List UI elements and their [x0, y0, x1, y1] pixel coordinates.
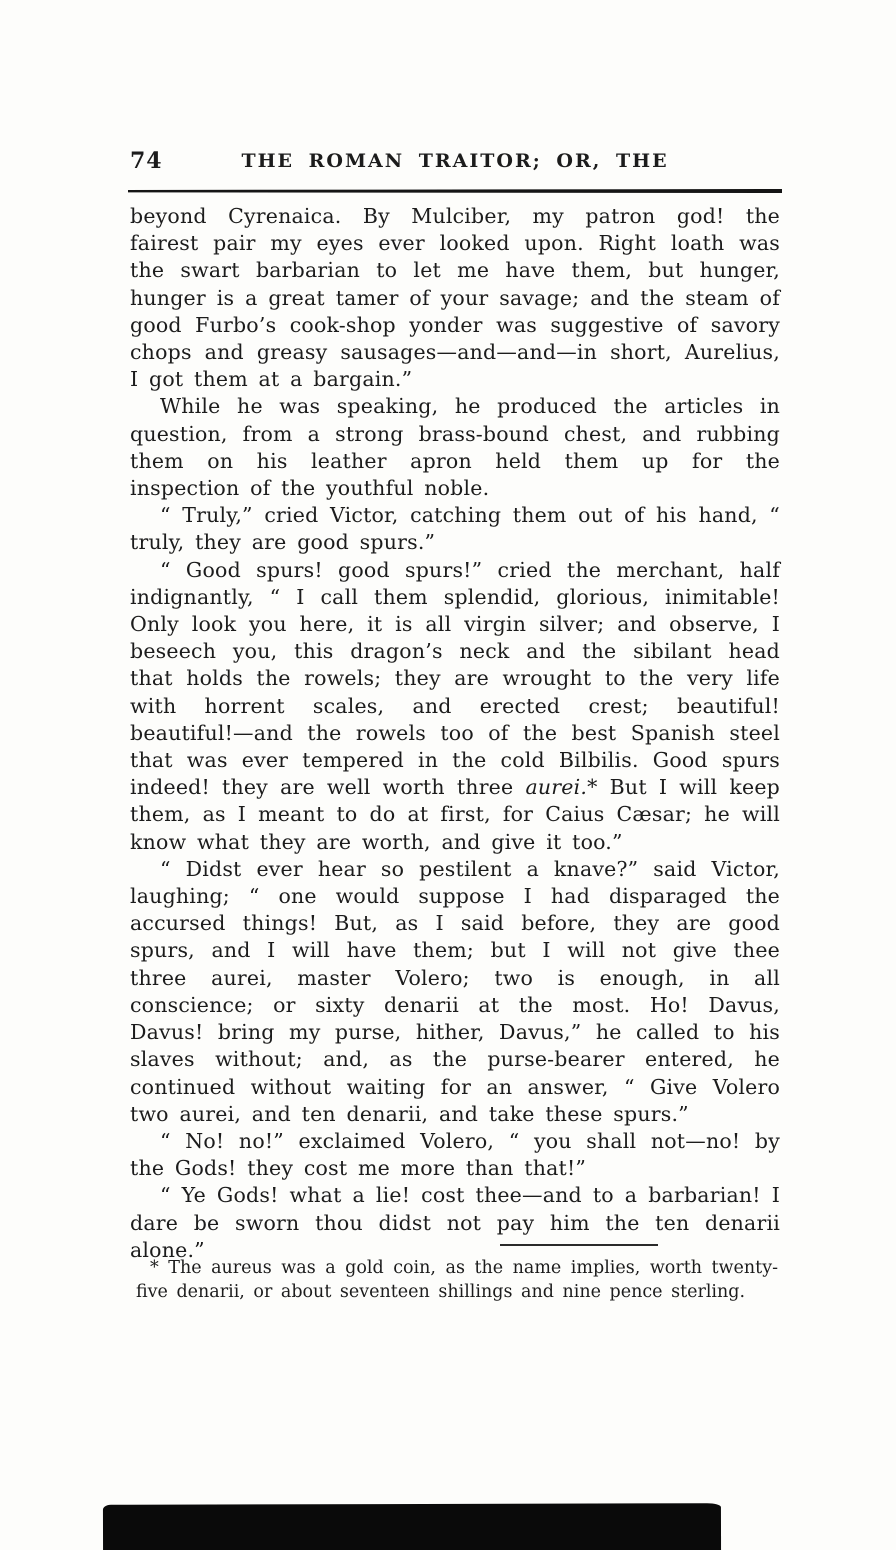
body-text: [130, 203, 780, 1264]
text-run: “ Truly,” cried Victor, catching them out of his hand, “ truly, they are good spurs.”: [130, 503, 780, 555]
paragraph: [130, 557, 780, 856]
footnote-rule: [500, 1244, 658, 1246]
paragraph: [130, 393, 780, 502]
header-rule: [128, 189, 782, 193]
paragraph: [130, 203, 780, 393]
text-run: beyond Cyrenaica. By Mulciber, my patron god! the fairest pair my eyes ever looked upon. Right loath was the swart barbarian to let me have them, but hunger, hunger is a great tamer of your savage; and the steam of good Furbo’s cook-shop yonder was suggestive of savory chops and greasy sausages—and—and—in short, Aurelius, I got them at a bargain.”: [130, 204, 780, 392]
footnote: * The aureus was a gold coin, as the name implies, worth twenty-five denarii, or about seventeen shillings and nine pence sterling.: [136, 1258, 778, 1302]
page-header: [130, 148, 780, 178]
text-run: “ Ye Gods! what a lie! cost thee—and to a barbarian! I dare be sworn thou didst not pay him the ten denarii alone.”: [130, 1183, 780, 1262]
paragraph: [130, 1128, 780, 1182]
text-run: But I will keep them, as I meant to do at first, for Caius Cæsar; he will know what they are worth, and give it too.”: [130, 775, 780, 854]
page-number: 74: [130, 148, 163, 174]
text-run: “ Good spurs! good spurs!” cried the merchant, half indignantly, “ I call them splendid, glorious, inimitable! Only look you here, it is all virgin silver; and observe, I beseech you, this dragon’s neck and the sibilant head that holds the rowels; they are wrought to the very life with horrent scales, and erected crest; beautiful! beautiful!—and the rowels too of the best Spanish steel that was ever tempered in the cold Bilbilis. Good spurs indeed! they are well worth three: [130, 557, 780, 800]
text-run: “ No! no!” exclaimed Volero, “ you shall not—no! by the Gods! they cost me more than that!”: [130, 1128, 780, 1181]
scan-artifact-bar: [103, 1503, 721, 1550]
running-title: THE ROMAN TRAITOR; OR, THE: [241, 150, 669, 172]
italic-text-run: aurei.*: [525, 775, 598, 800]
paragraph: [130, 1182, 780, 1264]
text-run: “ Didst ever hear so pestilent a knave?” said Victor, laughing; “ one would suppose I had disparaged the accursed things! But, as I said before, they are good spurs, and I will have them; but I will not give thee three aurei, master Volero; two is enough, in all conscience; or sixty denarii at the most. Ho! Davus, Davus! bring my purse, hither, Davus,” he called to his slaves without; and, as the purse-bearer entered, he continued without waiting for an answer, “ Give Volero two aurei, and ten denarii, and take these spurs.”: [130, 856, 780, 1126]
paragraph: [130, 856, 780, 1128]
paragraph: [130, 502, 780, 556]
text-run: While he was speaking, he produced the articles in question, from a strong brass-bound chest, and rubbing them on his leather apron held them up for the inspection of the youthful noble.: [130, 394, 780, 501]
